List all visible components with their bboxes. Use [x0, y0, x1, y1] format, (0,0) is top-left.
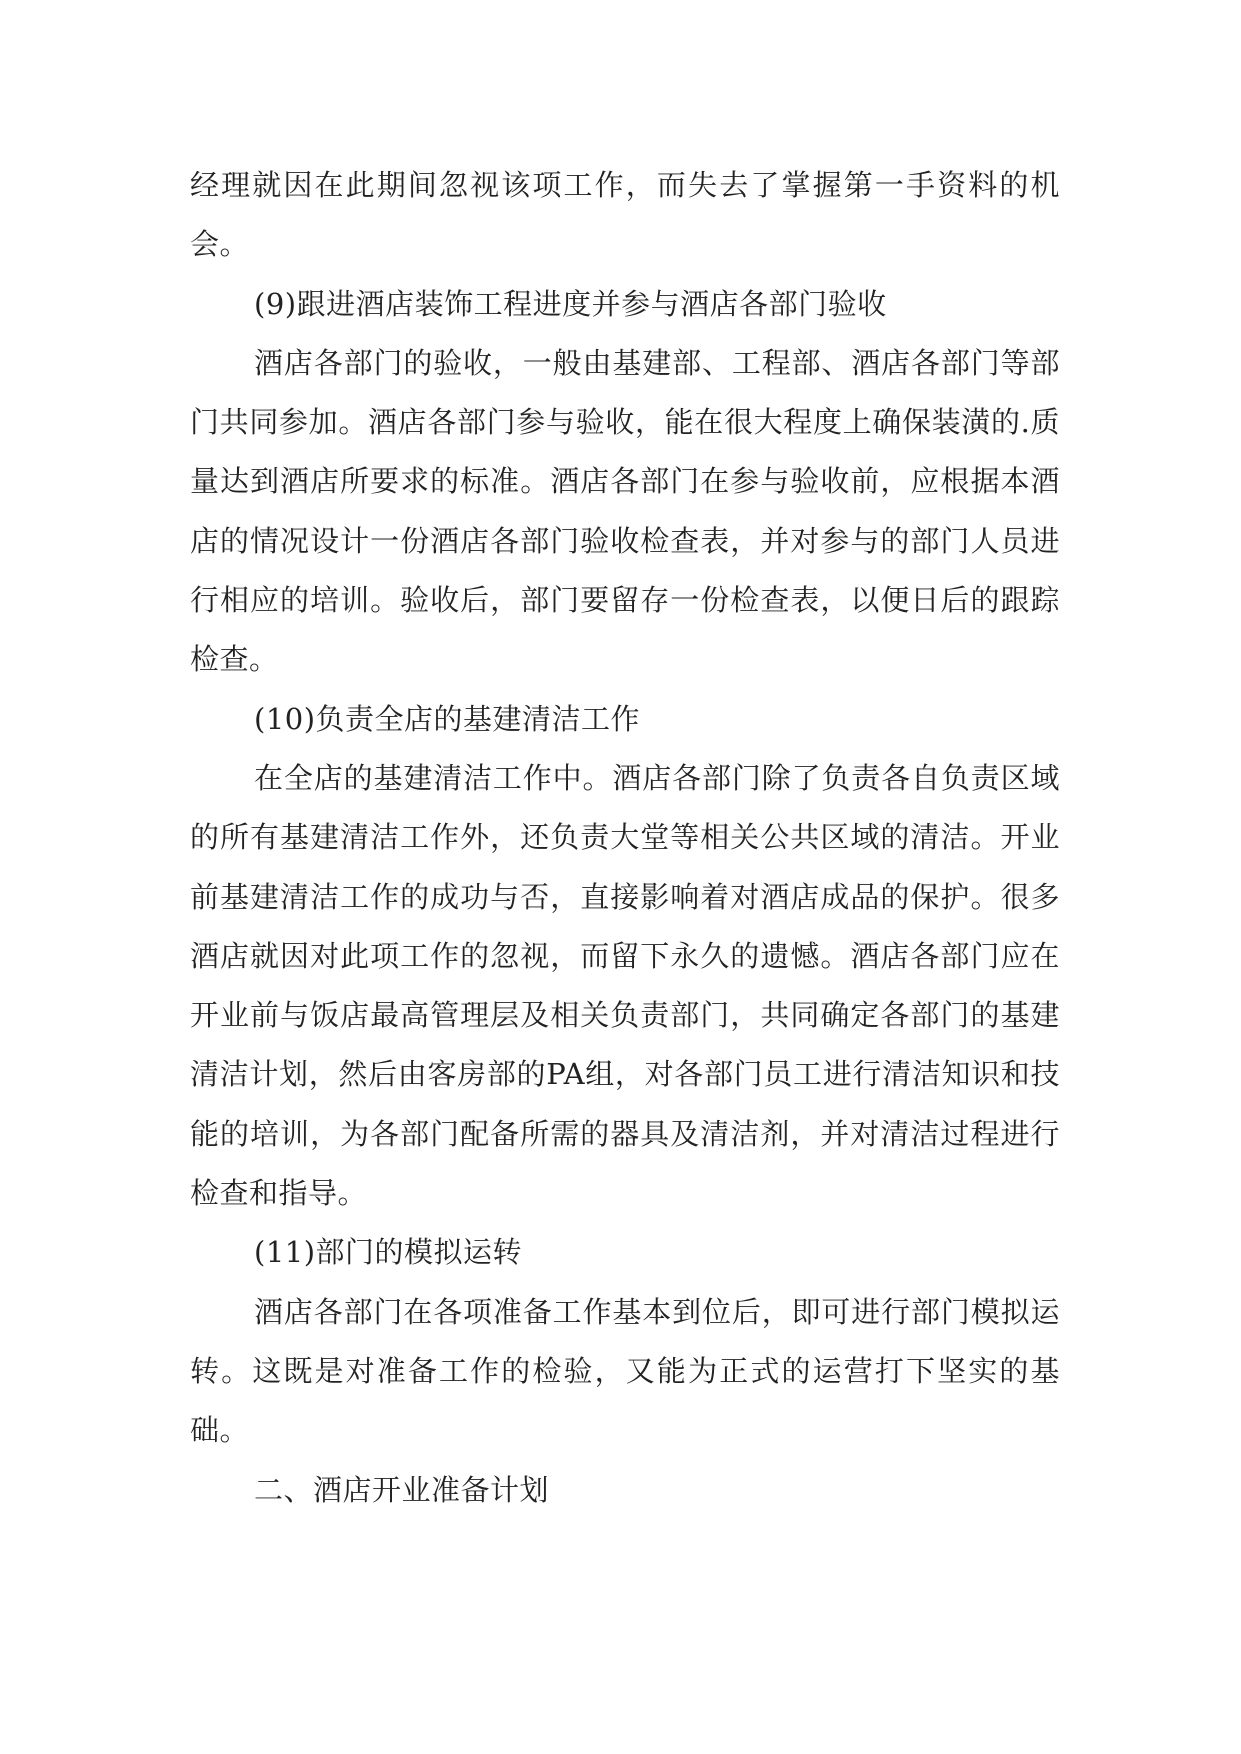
paragraph-cleaning: 在全店的基建清洁工作中。酒店各部门除了负责各自负责区域的所有基建清洁工作外，还负责大堂等相关公共区域的清洁。开业前基建清洁工作的成功与否，直接影响着对酒店成品的保护。很多酒店就因对此项工作的忽视，而留下永久的遗憾。酒店各部门应在开业前与饭店最高管理层及相关负责部门，共同确定各部门的基建清洁计划，然后由客房部的PA组，对各部门员工进行清洁知识和技能的培训，为各部门配备所需的器具及清洁剂，并对清洁过程进行检查和指导。	[190, 760, 1060, 1211]
document-body	[190, 156, 1060, 1520]
heading-item-10: (10)负责全店的基建清洁工作	[254, 701, 641, 736]
paragraph-continuation: 经理就因在此期间忽视该项工作，而失去了掌握第一手资料的机会。	[190, 168, 1060, 262]
paragraph-simulation: 酒店各部门在各项准备工作基本到位后，即可进行部门模拟运转。这既是对准备工作的检验，又能为正式的运营打下坚实的基础。	[190, 1294, 1060, 1448]
heading-item-9: (9)跟进酒店装饰工程进度并参与酒店各部门验收	[254, 286, 887, 321]
section-heading-plan: 二、酒店开业准备计划	[254, 1472, 550, 1507]
heading-item-11: (11)部门的模拟运转	[254, 1235, 523, 1270]
paragraph-acceptance: 酒店各部门的验收，一般由基建部、工程部、酒店各部门等部门共同参加。酒店各部门参与验收，能在很大程度上确保装潢的.质量达到酒店所要求的标准。酒店各部门在参与验收前，应根据本酒店的情况设计一份酒店各部门验收检查表，并对参与的部门人员进行相应的培训。验收后，部门要留存一份检查表，以便日后的跟踪检查。	[190, 345, 1060, 677]
